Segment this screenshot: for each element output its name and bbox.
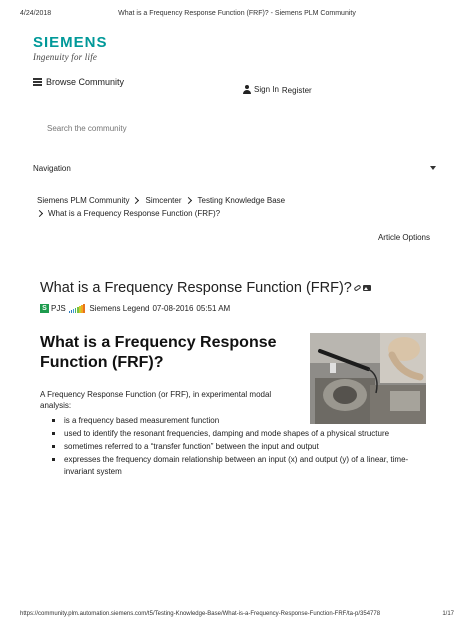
hamburger-icon bbox=[33, 78, 42, 86]
list-item: used to identify the resonant frequencies, damping and mode shapes of a physical structure bbox=[64, 428, 434, 440]
print-page-title: What is a Frequency Response Function (FRF)? - Siemens PLM Community bbox=[118, 10, 356, 17]
chevron-right-icon bbox=[132, 197, 139, 204]
article-heading: What is a Frequency Response Function (FRF)? bbox=[40, 334, 277, 371]
browse-community-label: Browse Community bbox=[46, 77, 125, 87]
print-header bbox=[20, 10, 454, 22]
list-item: is a frequency based measurement function bbox=[64, 415, 304, 427]
sign-in-link[interactable]: Sign In bbox=[254, 85, 279, 94]
breadcrumb-item-community[interactable]: Siemens PLM Community bbox=[37, 196, 130, 205]
print-date: 4/24/2018 bbox=[20, 10, 52, 17]
navigation-dropdown[interactable] bbox=[33, 164, 436, 173]
navigation-label: Navigation bbox=[33, 164, 71, 173]
article-title-row bbox=[40, 280, 371, 296]
register-link[interactable]: Register bbox=[281, 86, 312, 95]
search-input[interactable] bbox=[47, 124, 247, 133]
author-name[interactable]: PJS bbox=[51, 304, 66, 313]
brand-name: SIEMENS bbox=[33, 34, 108, 51]
breadcrumb-item-testing-kb[interactable]: Testing Knowledge Base bbox=[197, 196, 286, 205]
avatar[interactable]: S bbox=[40, 304, 49, 313]
list-item: expresses the frequency domain relationship between an input (x) and output (y) of a linear, time-invariant system bbox=[64, 454, 434, 477]
author-rank: Siemens Legend bbox=[89, 304, 150, 313]
breadcrumb-item-simcenter[interactable]: Simcenter bbox=[145, 196, 182, 205]
sign-in-area bbox=[243, 85, 312, 94]
post-time: 05:51 AM bbox=[196, 304, 231, 313]
chevron-down-icon bbox=[430, 166, 436, 170]
measurement-photo-illustration bbox=[310, 333, 426, 424]
rank-bars-icon bbox=[69, 304, 86, 313]
article-bullet-list bbox=[64, 415, 434, 479]
breadcrumb-item-current: What is a Frequency Response Function (FRF)? bbox=[48, 209, 221, 218]
author-info bbox=[40, 304, 230, 313]
user-icon bbox=[243, 85, 251, 94]
chevron-right-icon bbox=[184, 197, 191, 204]
brand-tagline: Ingenuity for life bbox=[33, 52, 98, 62]
print-url: https://community.plm.automation.siemens.com/t5/Testing-Knowledge-Base/What-is-a-Frequency-Response-Function-FRF/ta-p/354778 bbox=[20, 611, 381, 617]
post-date: 07-08-2016 bbox=[152, 304, 194, 313]
print-page-number: 1/17 bbox=[442, 611, 454, 617]
image-icon bbox=[363, 285, 371, 291]
article-intro: A Frequency Response Function (or FRF), in experimental modal analysis: bbox=[40, 390, 272, 410]
chevron-right-icon bbox=[36, 210, 43, 217]
siemens-logo[interactable] bbox=[33, 34, 108, 62]
list-item: sometimes referred to a “transfer function” between the input and output bbox=[64, 441, 434, 453]
print-footer bbox=[20, 611, 454, 617]
article-photo bbox=[310, 333, 426, 424]
breadcrumb bbox=[37, 194, 417, 220]
browse-community-button[interactable] bbox=[33, 77, 124, 87]
article-title: What is a Frequency Response Function (FRF)? bbox=[40, 280, 352, 296]
link-icon bbox=[353, 284, 361, 291]
article-options-menu[interactable]: Article Options bbox=[377, 233, 430, 242]
